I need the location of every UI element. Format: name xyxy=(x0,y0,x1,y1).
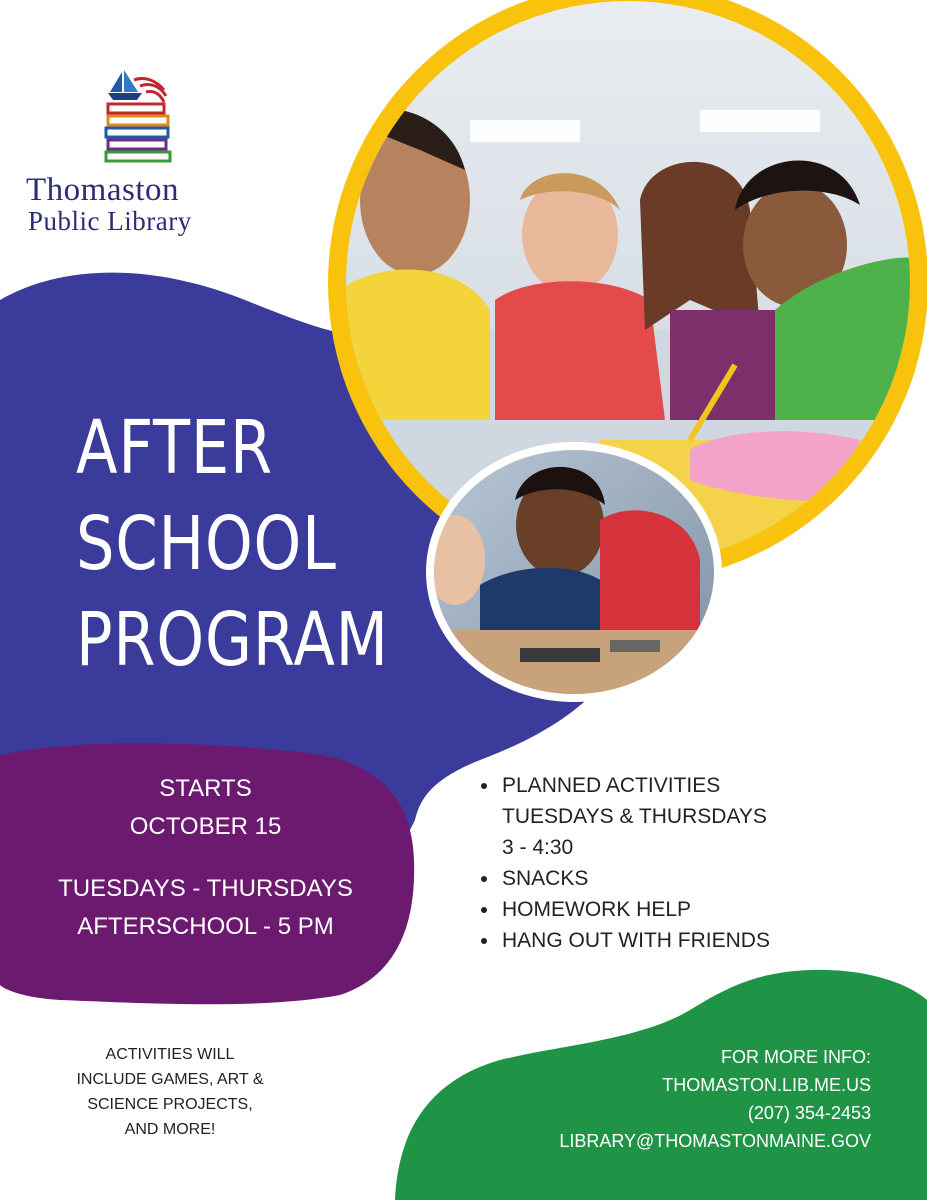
activities-line: ACTIVITIES WILL xyxy=(105,1046,235,1063)
contact-email[interactable]: LIBRARY@THOMASTONMAINE.GOV xyxy=(559,1131,871,1151)
contact-phone[interactable]: (207) 354-2453 xyxy=(747,1103,871,1123)
activities-line: INCLUDE GAMES, ART & xyxy=(76,1071,264,1088)
starts-label: STARTS xyxy=(159,775,252,802)
sailboat-on-books-icon xyxy=(104,66,184,168)
list-item: HANG OUT WITH FRIENDS xyxy=(478,925,778,956)
logo-subtitle: Public Library xyxy=(28,206,192,236)
activities-line: SCIENCE PROJECTS, xyxy=(87,1096,253,1113)
start-date: OCTOBER 15 xyxy=(129,813,282,840)
title-line-program: PROGRAM xyxy=(76,597,389,683)
title-line-school: SCHOOL xyxy=(76,501,337,587)
list-item: HOMEWORK HELP xyxy=(478,894,778,925)
contact-website[interactable]: THOMASTON.LIB.ME.US xyxy=(662,1075,871,1095)
contact-heading: FOR MORE INFO: xyxy=(721,1047,871,1067)
schedule-time: AFTERSCHOOL - 5 PM xyxy=(77,913,334,940)
program-title xyxy=(76,400,389,688)
activities-line: AND MORE! xyxy=(124,1121,216,1138)
list-item: SNACKS xyxy=(478,863,778,894)
activities-note xyxy=(50,1042,290,1142)
schedule-days: TUESDAYS - THURSDAYS xyxy=(58,875,353,902)
logo-name: Thomaston xyxy=(26,172,179,208)
contact-info xyxy=(471,1043,871,1155)
list-item: PLANNED ACTIVITIES TUESDAYS & THURSDAYS 3 - 4:30 xyxy=(478,770,778,863)
title-line-after: AFTER xyxy=(76,405,274,491)
feature-list xyxy=(478,770,778,956)
schedule-block xyxy=(18,770,393,946)
